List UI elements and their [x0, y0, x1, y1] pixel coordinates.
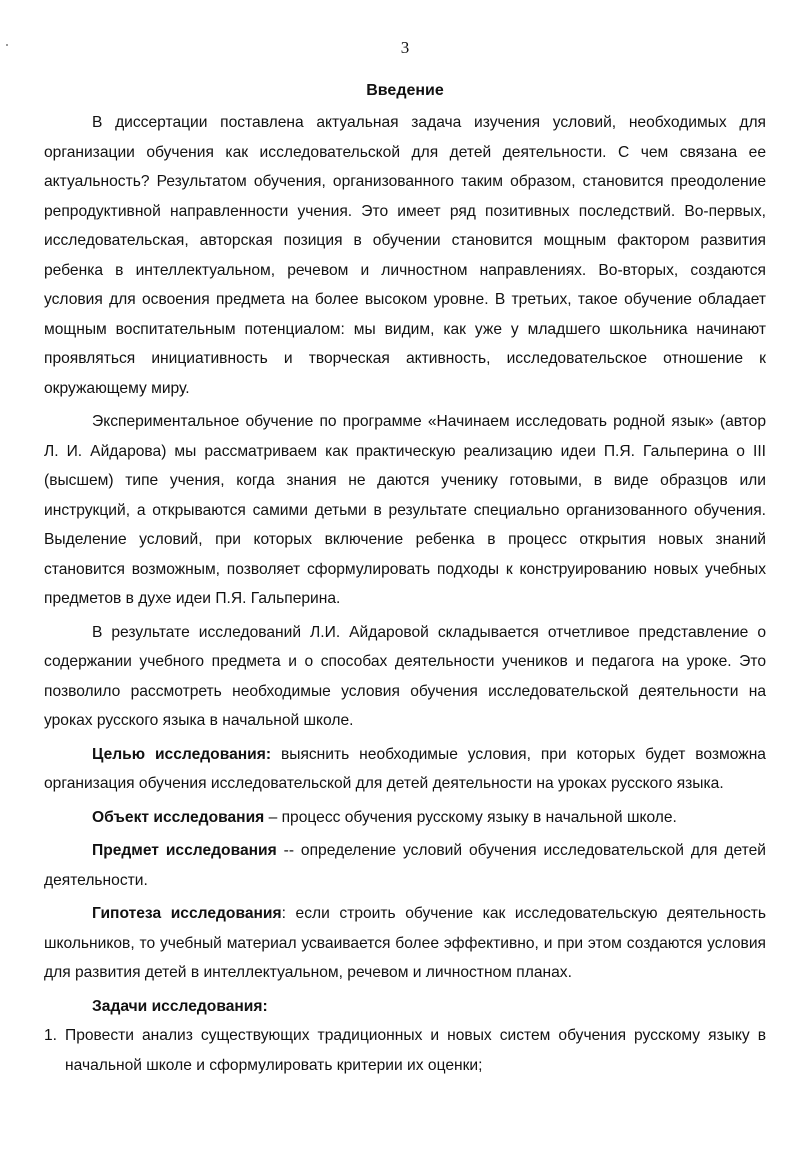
goal-label: Целью исследования:: [92, 745, 272, 763]
object-text: – процесс обучения русскому языку в начальной школе.: [264, 808, 677, 826]
object-label: Объект исследования: [92, 808, 265, 826]
goal-text: выяснить необходимые условия, при которых будет возможна организация обучения исследовательской для детей деятельности на уроках русского языка.: [44, 745, 766, 792]
document-page: [44, 38, 766, 1080]
scan-mark: [6, 44, 8, 46]
paragraph-experimental-learning: Экспериментальное обучение по программе «Начинаем исследовать родной язык» (автор Л. И. Айдарова) мы рассматриваем как практическую реализацию идеи П.Я. Гальперина о III (высшем) типе учения, когда знания не даются ученику готовыми, в виде образцов или инструкций, а открываются самими детьми в результате специально организованного обучения. Выделение условий, при которых включение ребенка в процесс открытия новых знаний становится возможным, позволяет сформулировать подходы к конструированию новых учебных предметов в духе идеи П.Я. Гальперина.: [44, 413, 766, 607]
task-text: Провести анализ существующих традиционных и новых систем обучения русскому языку в начальной школе и сформулировать критерии их оценки;: [65, 1027, 766, 1074]
page-number: 3: [400, 38, 410, 57]
list-item: [44, 1021, 766, 1080]
paragraph-intro: В диссертации поставлена актуальная задача изучения условий, необходимых для организации обучения как исследовательской для детей деятельности. С чем связана ее актуальность? Результатом обучения, организованного таким образом, становится преодоление репродуктивной направленности учения. Это имеет ряд позитивных последствий. Во-первых, исследовательская, авторская позиция в обучении становится мощным фактором развития ребенка в интеллектуальном, речевом и личностном направлениях. Во-вторых, создаются условия для освоения предмета на более высоком уровне. В третьих, такое обучение обладает мощным воспитательным потенциалом: мы видим, как уже у младшего школьника начинают проявляться инициативность и творческая активность, исследовательское отношение к окружающему миру.: [44, 114, 766, 397]
task-number: 1.: [44, 1027, 58, 1044]
paragraph-object: [44, 803, 766, 833]
tasks-heading: Задачи исследования:: [92, 997, 268, 1015]
paragraph-subject: [44, 836, 766, 895]
paragraph-research-results: В результате исследований Л.И. Айдаровой складывается отчетливое представление о содержании учебного предмета и о способах деятельности учеников и педагога на уроке. Это позволило рассмотреть необходимые условия обучения исследовательской деятельности на уроках русского языка в начальной школе.: [44, 623, 766, 729]
hypothesis-text: : если строить обучение как исследовательскую деятельность школьников, то учебный материал усваивается более эффективно, и при этом создаются условия для развития детей в интеллектуальном, речевом и личностном планах.: [44, 905, 767, 981]
hypothesis-label: Гипотеза исследования: [92, 905, 282, 922]
paragraph-goal: [44, 740, 766, 799]
tasks-list: [44, 1021, 766, 1080]
paragraph-hypothesis: [44, 899, 766, 988]
subject-label: Предмет исследования: [92, 842, 277, 859]
page-title: Введение: [366, 82, 444, 99]
subject-text: -- определение условий обучения исследовательской для детей деятельности.: [44, 842, 766, 889]
